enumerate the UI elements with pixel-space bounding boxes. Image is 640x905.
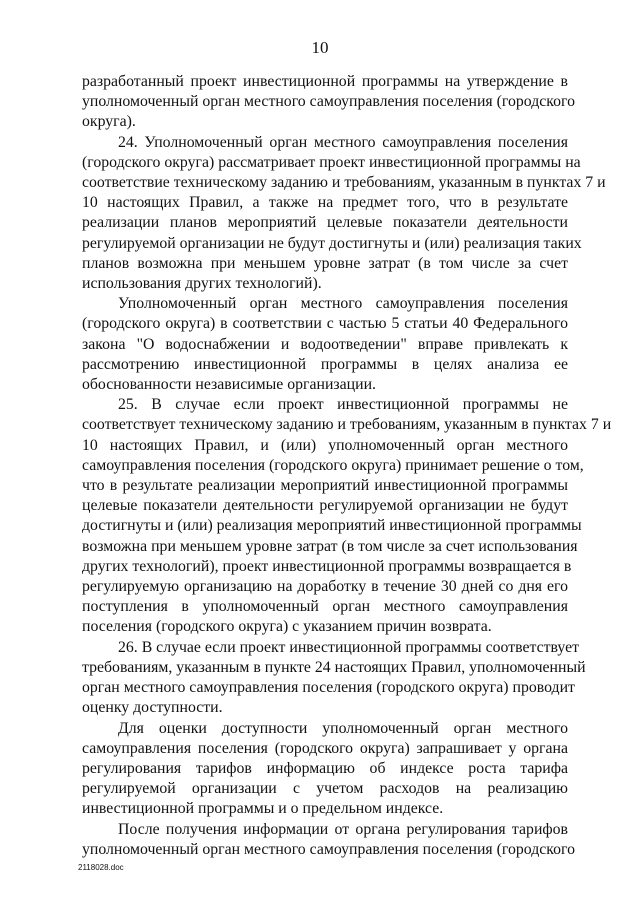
text-line: регулируемой организации не будут достигнуты и (или) реализация таких xyxy=(82,234,582,252)
text-line: других технологий), проект инвестиционной программы возвращается в xyxy=(82,557,572,575)
text-line: что в результате реализации мероприятий инвестиционной программы xyxy=(82,477,568,495)
text-line: достигнуты и (или) реализация мероприятий инвестиционной программы xyxy=(82,517,582,535)
text-line: Уполномоченный орган местного самоуправления поселения xyxy=(118,295,568,313)
text-line: (городского округа) рассматривает проект инвестиционной программы на xyxy=(82,153,581,171)
text-line: 10 настоящих Правил, а также на предмет того, что в результате xyxy=(82,194,568,212)
text-line: закона "О водоснабжении и водоотведении" вправе привлекать к xyxy=(82,335,568,353)
text-line: регулирования тарифов информацию об индексе роста тарифа xyxy=(82,759,568,777)
text-line: соответствует техническому заданию и требованиям, указанным в пунктах 7 и xyxy=(82,416,612,434)
text-line: инвестиционной программы и о предельном индексе. xyxy=(82,800,444,818)
text-line: планов возможна при меньшем уровне затрат (в том числе за счет xyxy=(82,254,568,272)
text-line: уполномоченный орган местного самоуправления поселения (городского xyxy=(82,840,576,858)
text-line: орган местного самоуправления поселения (городского округа) проводит xyxy=(82,679,575,697)
document-body xyxy=(82,72,612,860)
text-line: округа). xyxy=(82,113,136,131)
text-line: самоуправления поселения (городского округа) принимает решение о том, xyxy=(82,456,584,474)
text-line: 26. В случае если проект инвестиционной программы соответствует xyxy=(118,638,580,656)
text-line: После получения информации от органа регулирования тарифов xyxy=(118,820,568,838)
text-line: 24. Уполномоченный орган местного самоуправления поселения xyxy=(118,133,568,151)
text-line: разработанный проект инвестиционной программы на утверждение в xyxy=(82,73,568,90)
text-line: регулируемую организацию на доработку в течение 30 дней со дня его xyxy=(82,578,568,596)
text-line: самоуправления поселения (городского округа) запрашивает у органа xyxy=(82,739,568,757)
text-line: обоснованности независимые организации. xyxy=(82,376,376,394)
text-line: оценку доступности. xyxy=(82,699,223,717)
text-line: поселения (городского округа) с указанием причин возврата. xyxy=(82,618,492,636)
text-line: 25. В случае если проект инвестиционной программы не xyxy=(118,396,568,414)
text-line: использования других технологий). xyxy=(82,275,322,293)
text-line: требованиям, указанным в пункте 24 настоящих Правил, уполномоченный xyxy=(82,658,586,676)
text-line: регулируемой организации с учетом расходов на реализацию xyxy=(82,780,568,798)
page-number: 10 xyxy=(311,38,329,57)
text-line: уполномоченный орган местного самоуправления поселения (городского xyxy=(82,93,576,111)
text-line: 10 настоящих Правил, и (или) уполномоченный орган местного xyxy=(82,436,568,454)
file-name-footer: 2118028.doc xyxy=(78,863,124,872)
text-line: реализации планов мероприятий целевые показатели деятельности xyxy=(82,214,568,232)
text-line: соответствие техническому заданию и требованиям, указанным в пунктах 7 и xyxy=(82,174,606,192)
text-line: возможна при меньшем уровне затрат (в том числе за счет использования xyxy=(82,537,578,555)
text-line: (городского округа) в соответствии с частью 5 статьи 40 Федерального xyxy=(82,315,568,333)
text-line: Для оценки доступности уполномоченный орган местного xyxy=(118,719,568,737)
text-line: целевые показатели деятельности регулируемой организации не будут xyxy=(82,497,568,515)
text-line: рассмотрению инвестиционной программы в целях анализа ее xyxy=(82,355,568,373)
text-line: поступления в уполномоченный орган местного самоуправления xyxy=(82,598,568,616)
